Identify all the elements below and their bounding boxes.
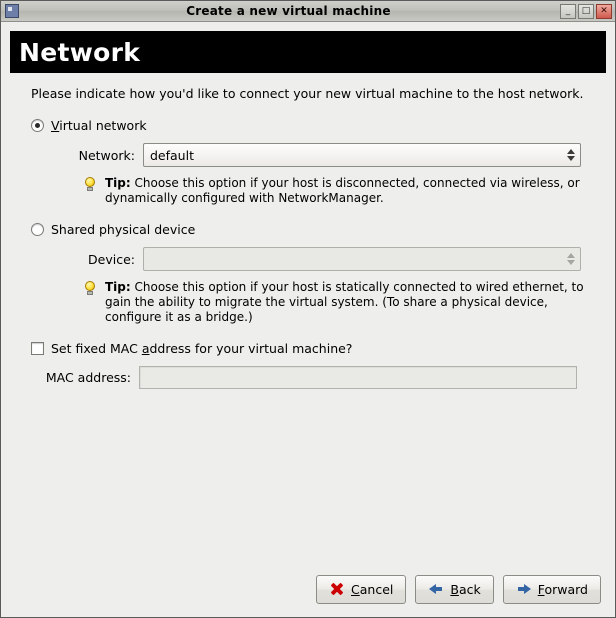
radio-shared-physical-device[interactable] xyxy=(31,222,599,237)
checkbox-fixed-mac-indicator[interactable] xyxy=(31,342,44,355)
back-button-mnemonic: B xyxy=(450,581,459,597)
mac-address-input[interactable] xyxy=(139,366,577,389)
cancel-button-label xyxy=(351,582,393,597)
forward-button-label-rest: orward xyxy=(544,581,588,597)
back-button-label-rest: ack xyxy=(458,581,481,597)
chevron-updown-icon xyxy=(564,145,577,165)
checkbox-fixed-mac-label xyxy=(51,341,352,356)
back-button-label xyxy=(450,582,480,597)
radio-virtual-network-label xyxy=(51,118,147,133)
forward-button-label xyxy=(538,582,588,597)
page-banner xyxy=(10,31,606,73)
page-title: Network xyxy=(19,37,141,67)
minimize-button[interactable] xyxy=(560,4,576,19)
network-select-row xyxy=(31,143,599,167)
virtual-network-tip-bold: Tip: xyxy=(105,176,131,190)
shared-device-tip-text xyxy=(105,280,599,325)
window-controls xyxy=(558,4,612,19)
mac-address-row xyxy=(31,366,599,389)
wizard-button-bar xyxy=(1,561,615,617)
network-label: Network: xyxy=(78,147,135,163)
back-button[interactable] xyxy=(415,575,493,604)
cancel-button-label-rest: ancel xyxy=(359,581,394,597)
virtual-network-tip-text xyxy=(105,176,599,206)
checkbox-fixed-mac[interactable] xyxy=(31,341,599,356)
network-select-value: default xyxy=(150,147,194,163)
intro-text: Please indicate how you'd like to connect your new virtual machine to the host network. xyxy=(31,86,584,101)
device-select[interactable] xyxy=(143,247,581,271)
forward-button-mnemonic: F xyxy=(537,581,545,597)
cancel-button[interactable] xyxy=(316,575,406,604)
maximize-button[interactable] xyxy=(578,4,594,19)
mac-address-label: MAC address: xyxy=(45,370,131,385)
cancel-icon xyxy=(329,581,345,597)
virtual-network-tip-body: Choose this option if your host is disconnected, connected via wireless, or dynamically configured with NetworkManager. xyxy=(105,176,580,205)
forward-button[interactable] xyxy=(503,575,601,604)
lightbulb-icon xyxy=(83,177,97,193)
shared-device-tip-bold: Tip: xyxy=(105,280,131,294)
device-label: Device: xyxy=(88,251,135,267)
chevron-updown-icon xyxy=(564,249,577,269)
checkbox-fixed-mac-label-post: ddress for your virtual machine? xyxy=(149,341,353,356)
minimize-icon: _ xyxy=(565,5,571,16)
radio-virtual-network-mnemonic: V xyxy=(51,118,60,133)
radio-virtual-network-label-rest: irtual network xyxy=(59,118,147,133)
checkbox-fixed-mac-mnemonic: a xyxy=(141,341,150,356)
back-arrow-icon xyxy=(428,581,444,597)
virtual-network-tip xyxy=(31,176,599,206)
close-button[interactable] xyxy=(596,4,612,19)
checkbox-fixed-mac-label-pre: Set fixed MAC xyxy=(51,341,142,356)
window-title: Create a new virtual machine xyxy=(186,4,391,18)
radio-shared-physical-device-label: Shared physical device xyxy=(51,222,196,237)
lightbulb-icon xyxy=(83,281,97,297)
maximize-icon: □ xyxy=(581,5,591,16)
app-icon xyxy=(5,4,19,18)
shared-device-tip-body: Choose this option if your host is statically connected to wired ethernet, to gain the ability to migrate the virtual system. (To share a physical device, configure it as a bridge.) xyxy=(105,280,584,324)
device-select-row xyxy=(31,247,599,271)
window-titlebar[interactable] xyxy=(1,1,615,22)
cancel-button-mnemonic: C xyxy=(351,581,360,597)
wizard-content xyxy=(1,73,615,561)
radio-virtual-network[interactable] xyxy=(31,118,599,133)
radio-shared-physical-device-indicator[interactable] xyxy=(31,223,44,236)
close-icon: ✕ xyxy=(600,5,608,16)
shared-device-tip xyxy=(31,280,599,325)
network-select[interactable] xyxy=(143,143,581,167)
forward-arrow-icon xyxy=(516,581,532,597)
radio-virtual-network-indicator[interactable] xyxy=(31,119,44,132)
